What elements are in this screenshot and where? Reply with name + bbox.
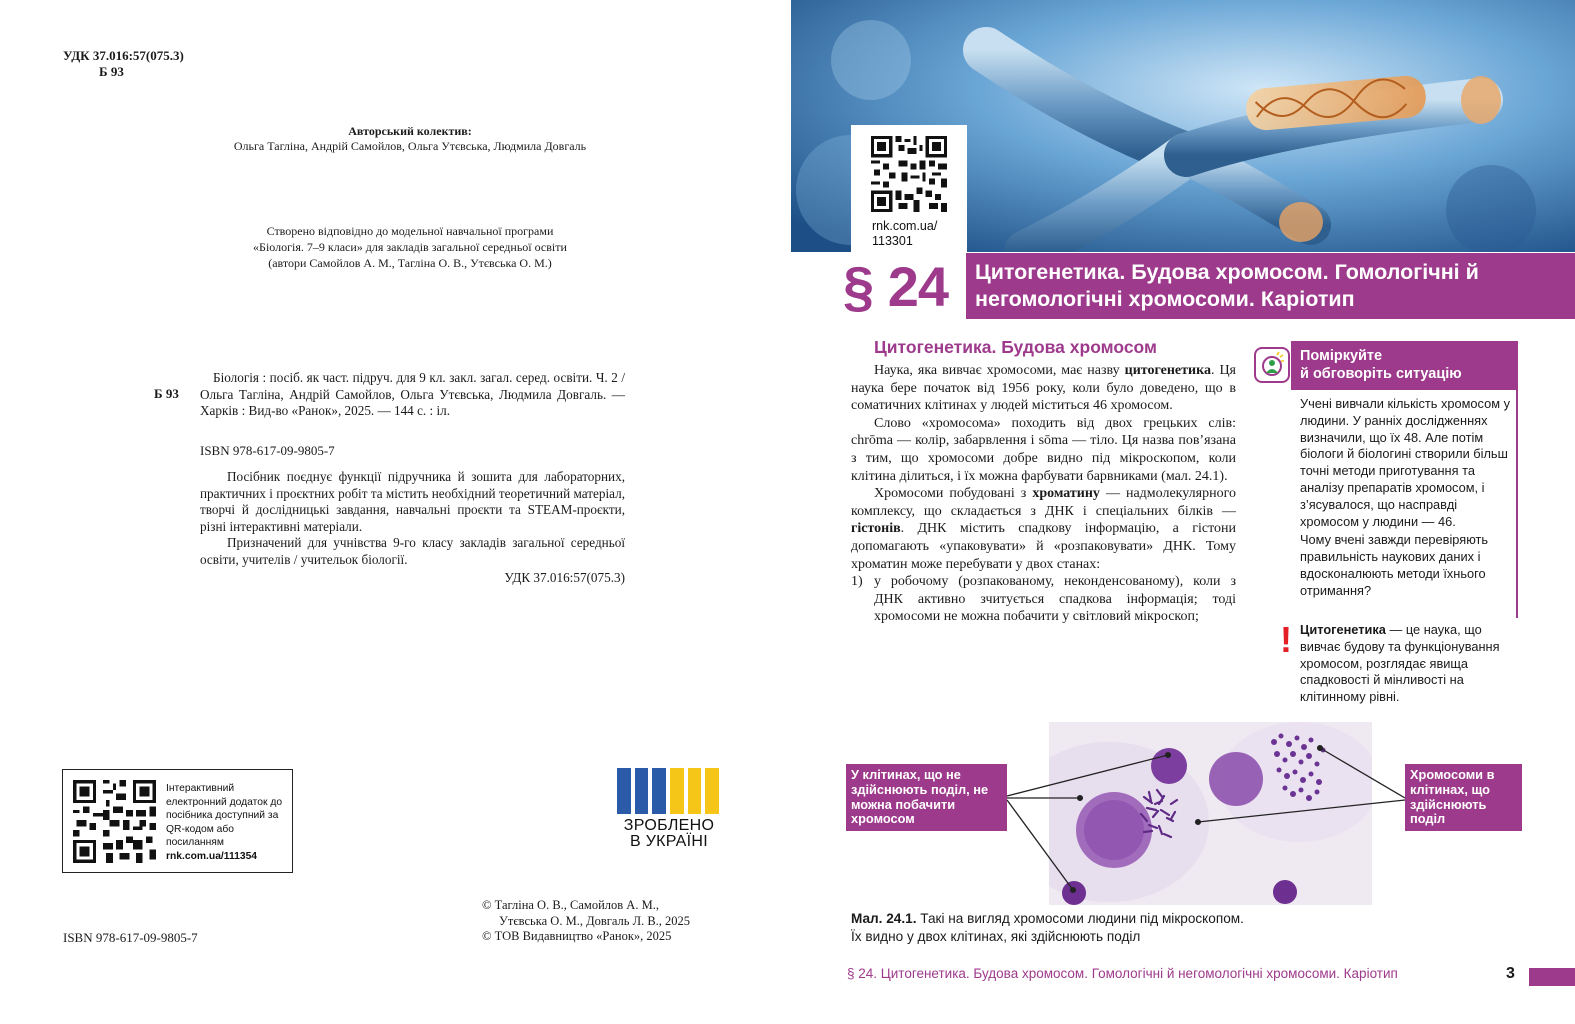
authors-block (180, 124, 640, 154)
classmark: Б 93 (99, 64, 124, 79)
label-non-dividing-cells (846, 764, 1007, 831)
term-histones: гістонів (851, 521, 901, 537)
chapter-title-bar (966, 253, 1575, 319)
list-number: 1) (851, 574, 863, 590)
classmark-side: Б 93 (154, 386, 179, 401)
term-cytogenetics: цитогенетика (1124, 363, 1211, 378)
list-item (851, 573, 1236, 626)
program-line-1: Створено відповідно до модельної навчальної програми (266, 224, 554, 238)
label-leader-lines (1000, 740, 1410, 900)
annotation-paragraph-1: Посібник поєднує функції підручника й зошита для лабораторних, практичних і проєктних робіт та містить необхідний теоретичний матеріал, творчі й дослідницькі завдання, навчальні проєкти та STEAM-проєкти, різні інтерактивні матеріали. (200, 469, 625, 534)
page-number: 3 (1506, 965, 1515, 982)
discussion-icon (1254, 347, 1290, 383)
label-dividing-cells (1405, 764, 1522, 831)
isbn-bottom: ISBN 978-617-09-9805-7 (63, 930, 198, 945)
annotation (200, 469, 625, 587)
addon-description (166, 782, 291, 864)
definition-term: Цитогенетика (1300, 622, 1386, 637)
caption-number: Мал. 24.1. (851, 911, 917, 926)
program-line-2: «Біологія. 7–9 класи» для закладів загальної середньої освіти (253, 240, 567, 254)
list-item-text: у робочому (розпакованому, неконденсованому), коли з ДНК активно зчитується спадкова інформація; тоді хромосоми не можна побачити у світловий мікроскоп; (874, 574, 1236, 625)
discussion-box-border (1516, 390, 1518, 618)
caption-line-2: Їх видно у двох клітинах, які здійснюють поділ (851, 928, 1141, 944)
qr-code-icon[interactable] (871, 136, 947, 212)
discussion-text (1300, 396, 1515, 600)
made-in-line-2: В УКРАЇНІ (629, 833, 709, 850)
authors-caption: Авторський колектив: (348, 124, 472, 138)
qr-code-icon[interactable] (73, 780, 156, 863)
paragraph-1: Наука, яка вивчає хромосоми, має назву цитогенетика. Ця наука бере початок від 1956 року, коли було доведено, що в соматичних клітинах у людей міститься 46 хромосом. (851, 363, 1236, 414)
main-text (851, 362, 1236, 626)
page-tab-bar (1529, 968, 1575, 986)
paragraph-3: Хромосоми побудовані з хроматину — надмолекулярного комплексу, що складається з ДНК і спеціальних білків — гістонів. ДНК містить спадкову інформацію, а гістони допомагають «упаковувати» й «розпаковувати» ДНК. Тому хроматин може перебувати у двох станах: (851, 486, 1236, 572)
qr-link-line-1: rnk.com.ua/ (872, 219, 938, 233)
definition: Цитогенетика — це наука, що вивчає будову та функціонування хромосом, розглядає явища спадковості й мінливості на клітинному рівні. (1300, 622, 1500, 705)
discussion-box-header (1291, 341, 1518, 390)
made-in-ukraine-text (616, 818, 722, 850)
bibliographic-record (200, 370, 625, 420)
running-footer: § 24. Цитогенетика. Будова хромосом. Гомологічні й негомологічні хромосоми. Каріотип (847, 966, 1398, 981)
interactive-addon-box (62, 769, 293, 873)
paragraph-number: § 24 (843, 255, 948, 318)
addon-text: Інтерактивний електронний додаток до посібника доступний за QR-кодом або посиланням (166, 783, 283, 849)
discussion-question: Чому вчені завжди перевіряють правильність наукових даних і вдосконалюють методи їхнього отримання? (1300, 532, 1489, 598)
udk-header (63, 48, 184, 80)
label-left-text: У клітинах, що не здійснюють поділ, не можна побачити хромосом (851, 767, 989, 827)
exclamation-icon: ! (1280, 619, 1292, 660)
biblio-text: Біологія : посіб. як част. підруч. для 9 кл. закл. загал. серед. освіти. Ч. 2 / Ольга Тагліна, Андрій Самойлов, Ольга Утєвська, Людмила Довгаль. — Харків : Вид-во «Ранок», 2025. — 144 с. : іл. (200, 370, 625, 418)
program-line-3: (автори Самойлов А. М., Тагліна О. В., Утєвська О. М.) (268, 256, 552, 270)
addon-link[interactable]: rnk.com.ua/111354 (166, 850, 258, 862)
copyright-publisher: © ТОВ Видавництво «Ранок», 2025 (482, 929, 672, 943)
qr-link[interactable] (872, 219, 937, 249)
copyright-authors-2: Утєвська О. М., Довгаль Л. В., 2025 (499, 913, 691, 928)
chapter-title: Цитогенетика. Будова хромосом. Гомологічні й негомологічні хромосоми. Каріотип (975, 260, 1479, 311)
copyright-block (482, 898, 690, 945)
term-chromatin: хроматину (1032, 486, 1100, 502)
made-in-line-1: ЗРОБЛЕНО (623, 817, 715, 834)
made-in-ukraine-logo (617, 768, 719, 814)
qr-panel (851, 125, 967, 255)
authors-names: Ольга Тагліна, Андрій Самойлов, Ольга Утєвська, Людмила Довгаль (233, 139, 587, 153)
udk-code: УДК 37.016:57(075.3) (63, 48, 184, 63)
annotation-paragraph-2: Призначений для учнівства 9-го класу закладів загальної середньої освіти, учителів / учительок біології. (200, 535, 625, 567)
label-right-text: Хромосоми в клітинах, що здійснюють поділ (1410, 767, 1495, 827)
program-note (180, 223, 640, 271)
section-subheading: Цитогенетика. Будова хромосом (874, 337, 1157, 357)
paragraph-2: Слово «хромосома» походить від двох грецьких слів: chrōma — колір, забарвлення і sōma — тіло. Ця назва пов’язана з тим, що хромосоми добре видно під мікроскопом, коли клітина ділиться, і їх можна фарбувати барвниками (мал. 24.1). (851, 415, 1236, 484)
udk-bottom: УДК 37.016:57(075.3) (504, 570, 625, 585)
discussion-title: Поміркуйте й обговоріть ситуацію (1300, 348, 1462, 382)
copyright-authors: © Тагліна О. В., Самойлов А. М., (482, 898, 659, 912)
discussion-paragraph-1: Учені вивчали кількість хромосом у людини. У ранніх дослідженнях визначили, що їх 48. Але потім біологи й біологині створили більш точні методи приготування та аналізу препаратів хромосом, і з’ясувалося, що насправді хромосом у людини — 46. (1300, 396, 1510, 529)
qr-link-line-2: 113301 (872, 234, 913, 248)
figure-caption: Мал. 24.1. Такі на вигляд хромосоми людини під мікроскопом. Їх видно у двох клітинах, які здійснюють поділ (851, 911, 1244, 944)
isbn-text: ISBN 978-617-09-9805-7 (200, 443, 335, 458)
